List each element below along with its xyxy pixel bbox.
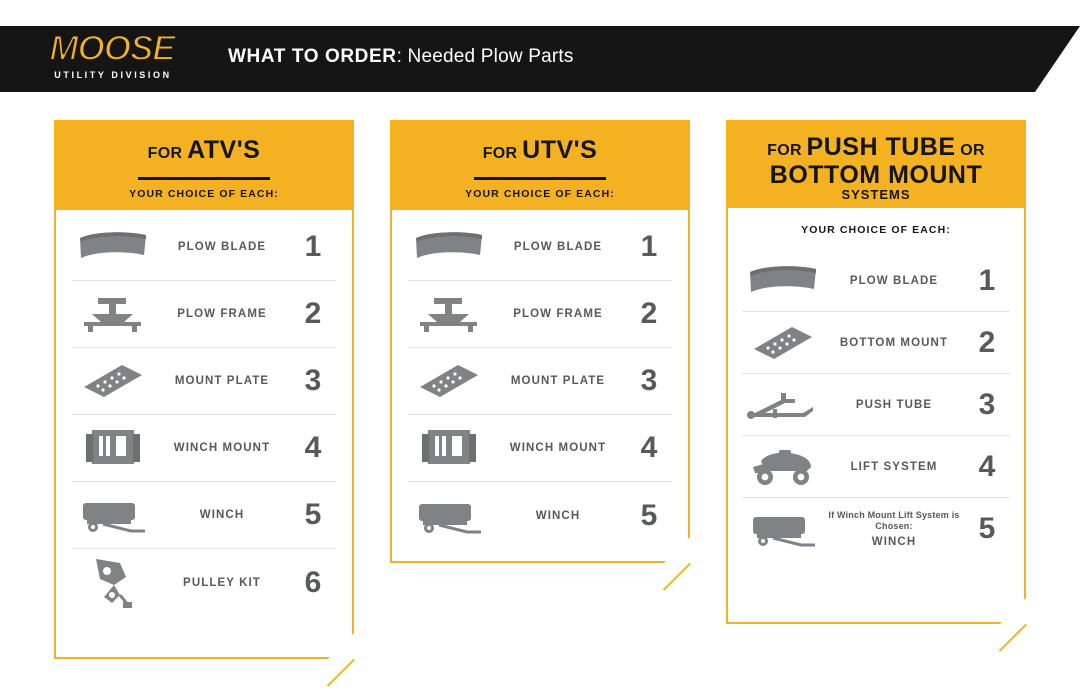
card-atv-divider bbox=[138, 177, 270, 180]
row-label: PUSH TUBE bbox=[855, 398, 933, 411]
row-number: 5 bbox=[978, 512, 996, 545]
card3-title-main2: BOTTOM MOUNT bbox=[769, 161, 983, 189]
row-number: 1 bbox=[640, 230, 658, 263]
table-row[interactable] bbox=[72, 549, 336, 616]
row-number: 2 bbox=[640, 297, 658, 330]
card-push-tube-rows bbox=[728, 248, 1024, 568]
table-row[interactable] bbox=[408, 214, 672, 281]
table-row[interactable] bbox=[742, 312, 1010, 374]
winch-icon bbox=[408, 496, 490, 536]
plow-blade-icon bbox=[72, 230, 154, 264]
logo-wordmark: MOOSE bbox=[49, 28, 175, 68]
card-push-tube-title bbox=[738, 135, 1014, 187]
row-label: WINCH MOUNT bbox=[509, 442, 607, 454]
card-atv bbox=[54, 120, 354, 659]
table-row[interactable] bbox=[742, 436, 1010, 498]
row-label: MOUNT PLATE bbox=[510, 375, 606, 387]
plow-blade-icon bbox=[742, 264, 824, 298]
card-utv-divider bbox=[474, 177, 606, 180]
table-row[interactable] bbox=[72, 281, 336, 348]
row-number: 5 bbox=[640, 498, 658, 532]
card-corner-edge bbox=[663, 563, 691, 591]
card-atv-header bbox=[56, 122, 352, 210]
winch-mount-icon bbox=[72, 426, 154, 470]
card-atv-title-pre: FOR bbox=[147, 145, 188, 162]
card-atv-title bbox=[66, 138, 342, 166]
table-row[interactable] bbox=[742, 374, 1010, 436]
card-push-tube-choice-band bbox=[728, 208, 1024, 248]
winch-mount-icon bbox=[408, 426, 490, 470]
row-number: 3 bbox=[304, 364, 322, 397]
winch-icon bbox=[742, 509, 824, 549]
card3-title-main1: PUSH TUBE bbox=[806, 133, 956, 161]
mount-plate-icon bbox=[408, 361, 490, 401]
table-row[interactable] bbox=[408, 348, 672, 415]
page-title-strong: WHAT TO ORDER bbox=[228, 46, 397, 67]
row-label: PLOW BLADE bbox=[849, 274, 939, 287]
card-atv-title-main: ATV'S bbox=[187, 136, 261, 164]
page-title bbox=[228, 46, 574, 68]
page-title-rest: : Needed Plow Parts bbox=[396, 46, 574, 67]
plow-blade-icon bbox=[408, 230, 490, 264]
card3-title-pre: FOR bbox=[767, 142, 807, 159]
row-number: 4 bbox=[640, 431, 658, 464]
card-atv-rows bbox=[56, 210, 352, 626]
row-number: 4 bbox=[978, 449, 996, 483]
row-number: 6 bbox=[304, 565, 322, 599]
logo-subtitle: UTILITY DIVISION bbox=[46, 68, 177, 82]
table-row[interactable] bbox=[408, 415, 672, 482]
row-label: PLOW FRAME bbox=[513, 308, 603, 320]
plow-frame-icon bbox=[408, 294, 490, 334]
row-label-text: WINCH bbox=[871, 535, 917, 548]
row-label: WINCH bbox=[535, 509, 581, 522]
row-number: 2 bbox=[978, 325, 996, 359]
row-number: 5 bbox=[304, 498, 322, 531]
row-number: 3 bbox=[978, 387, 996, 421]
card-utv-rows bbox=[392, 210, 688, 559]
card-utv-title-pre: FOR bbox=[482, 145, 523, 162]
row-label: MOUNT PLATE bbox=[174, 375, 270, 387]
row-label: BOTTOM MOUNT bbox=[839, 336, 949, 349]
row-label: PLOW FRAME bbox=[177, 308, 267, 320]
table-row[interactable] bbox=[72, 482, 336, 549]
table-row[interactable] bbox=[742, 250, 1010, 312]
card-push-tube-choice: YOUR CHOICE OF EACH: bbox=[801, 224, 951, 236]
row-number: 1 bbox=[978, 263, 996, 297]
card-atv-choice: YOUR CHOICE OF EACH: bbox=[129, 188, 279, 200]
card-push-tube bbox=[726, 120, 1026, 624]
row-label bbox=[824, 510, 964, 549]
card3-title-systems: SYSTEMS bbox=[841, 187, 911, 202]
table-row[interactable] bbox=[72, 214, 336, 281]
card-corner-edge bbox=[999, 624, 1027, 652]
row-label: PULLEY KIT bbox=[183, 576, 261, 589]
winch-icon bbox=[72, 495, 154, 535]
plow-frame-icon bbox=[72, 294, 154, 334]
card-corner-notch bbox=[1000, 598, 1026, 624]
card-utv-header bbox=[392, 122, 688, 210]
table-row[interactable] bbox=[72, 348, 336, 415]
table-row[interactable] bbox=[408, 482, 672, 549]
page-header bbox=[0, 0, 1080, 92]
card-corner-edge bbox=[327, 659, 355, 687]
row-label: WINCH bbox=[199, 509, 245, 521]
bottom-mount-icon bbox=[742, 323, 824, 363]
pulley-kit-icon bbox=[72, 555, 154, 611]
lift-system-icon bbox=[742, 445, 824, 489]
row-number: 1 bbox=[304, 230, 322, 263]
card-utv-choice: YOUR CHOICE OF EACH: bbox=[465, 188, 615, 200]
card3-title-post: OR bbox=[955, 142, 985, 159]
moose-logo bbox=[24, 26, 200, 86]
row-number: 4 bbox=[304, 431, 322, 464]
row-label: PLOW BLADE bbox=[513, 241, 603, 253]
push-tube-icon bbox=[742, 387, 824, 423]
row-label: LIFT SYSTEM bbox=[850, 460, 938, 473]
table-row[interactable] bbox=[72, 415, 336, 482]
card-corner-notch bbox=[664, 537, 690, 563]
table-row[interactable] bbox=[742, 498, 1010, 560]
row-label: PLOW BLADE bbox=[177, 241, 267, 253]
row-condition: If Winch Mount Lift System is Chosen: bbox=[828, 509, 960, 531]
card-push-tube-header bbox=[728, 122, 1024, 208]
table-row[interactable] bbox=[408, 281, 672, 348]
card-utv-title bbox=[402, 138, 678, 166]
row-label: WINCH MOUNT bbox=[173, 442, 271, 454]
card-utv bbox=[390, 120, 690, 563]
card-corner-notch bbox=[328, 633, 354, 659]
card-utv-title-main: UTV'S bbox=[522, 136, 598, 164]
mount-plate-icon bbox=[72, 361, 154, 401]
row-number: 2 bbox=[304, 297, 322, 330]
row-number: 3 bbox=[640, 364, 658, 397]
